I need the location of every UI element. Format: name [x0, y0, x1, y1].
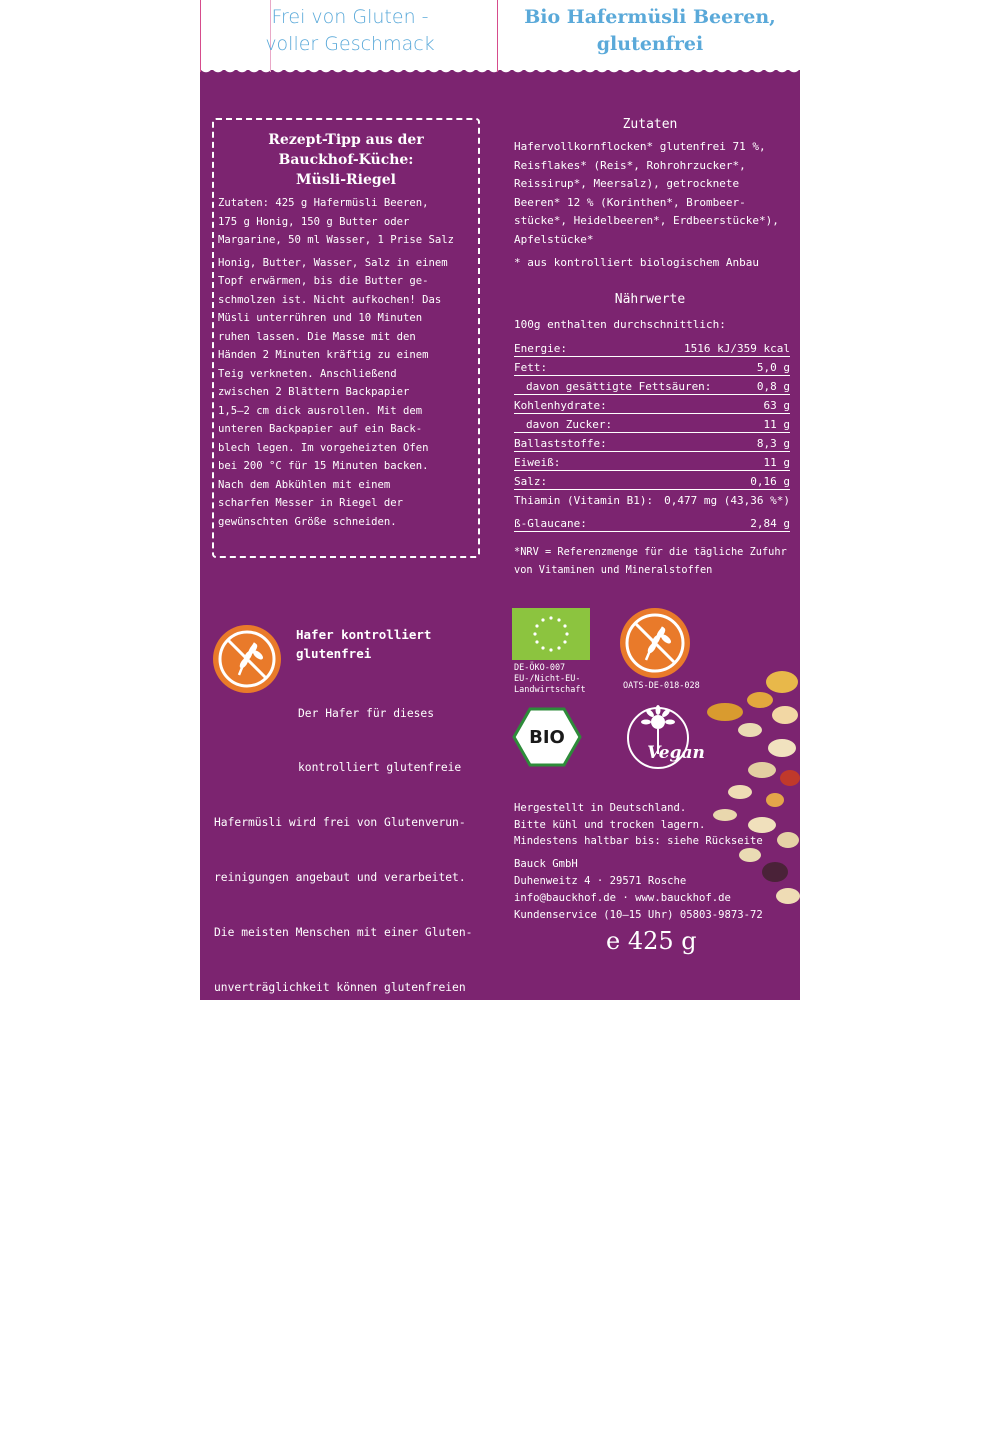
nutrition-label: Thiamin (Vitamin B1):	[514, 494, 656, 507]
hafer-line: Es wird empfohlen, glutenfreie Hafer-	[214, 1255, 466, 1269]
fold-line-left	[200, 0, 201, 72]
hafer-line: von der von Weizen, Roggen, Dinkel	[214, 1145, 446, 1159]
nutrition-value: 63 g	[761, 399, 791, 412]
hafer-text	[214, 668, 486, 1455]
nutrition-label: davon gesättigte Fettsäuren:	[526, 380, 714, 393]
nutrition-value: 11 g	[761, 418, 791, 431]
slogan	[205, 4, 495, 58]
gluten-free-licence-code: OATS-DE-018-028	[623, 681, 700, 691]
crossed-grain-icon	[620, 608, 690, 678]
nutrition-value: 8,3 g	[754, 437, 790, 450]
scalloped-edge	[200, 66, 800, 78]
hafer-line: Der Hafer für dieses	[298, 706, 435, 720]
nutrition-row	[514, 377, 790, 395]
hafer-line: kontrolliert glutenfreie	[298, 761, 462, 775]
nutrition-label: Salz:	[514, 475, 550, 488]
nutrition-value: 5,0 g	[754, 361, 790, 374]
nutrition-label: Eiweiß:	[514, 456, 563, 469]
hafer-line: Die meisten Menschen mit einer Gluten-	[214, 926, 473, 940]
nutrition-row	[514, 396, 790, 414]
fold-line-middle	[497, 0, 498, 72]
nutrition-value: 0,477 mg (43,36 %*)	[661, 494, 790, 507]
nrv-note: *NRV = Referenzmenge für die tägliche Zufuhr von Vitaminen und Mineralstoffen	[514, 546, 787, 576]
nutrition-subtitle: 100g enthalten durchschnittlich:	[514, 318, 726, 331]
nutrition-row	[514, 358, 790, 376]
recipe-title: Rezept-Tipp aus der Bauckhof-Küche: Müsli-Riegel	[268, 132, 424, 188]
slogan-line-1: Frei von Gluten -	[271, 6, 429, 28]
nutrition-value: 11 g	[761, 456, 791, 469]
recipe-ingredients: Zutaten: 425 g Hafermüsli Beeren, 175 g Honig, 150 g Butter oder Margarine, 50 ml Wasser, 1 Prise Salz	[218, 197, 454, 246]
hafer-line: produkte zunächst langsam und	[214, 1310, 412, 1324]
nutrition-value: 0,8 g	[754, 380, 790, 393]
eu-organic-leaf-logo	[512, 608, 590, 660]
nutrition-row	[514, 415, 790, 433]
hafer-line: reinigungen angebaut und verarbeitet.	[214, 871, 466, 885]
manufacturer-address: Bauck GmbH Duhenweitz 4 · 29571 Rosche info@bauckhof.de · www.bauckhof.de Kundenservice (10–15 Uhr) 05803-9873-72	[514, 858, 763, 921]
net-weight: e 425 g	[606, 927, 697, 955]
nutrition-value: 0,16 g	[747, 475, 790, 488]
nutrition-value: 2,84 g	[747, 517, 790, 530]
nutrition-label: Kohlenhydrate:	[514, 399, 610, 412]
nutrition-row	[514, 434, 790, 452]
hafer-title: Hafer kontrolliert glutenfrei	[296, 627, 432, 661]
ingredients-title: Zutaten	[622, 117, 678, 132]
nutrition-row	[514, 453, 790, 471]
hafer-line: schrittweise in einen glutenfreien	[214, 1365, 446, 1379]
hafer-line: Speiseplan zu integrieren.	[214, 1420, 391, 1434]
product-title-line-1: Bio Hafermüsli Beeren,	[524, 6, 776, 28]
nutrition-row	[514, 491, 790, 508]
organic-note: * aus kontrolliert biologischem Anbau	[514, 256, 760, 269]
ingredients-text: Hafervollkornflocken* glutenfrei 71 %, Reisflakes* (Reis*, Rohrohrzucker*, Reissirup*, Meersalz), getrocknete Beeren* 12 % (Korinthen*, Brombeer- stücke*, Heidelbeeren*, Erdbeerstücke*), Apfelstücke*	[514, 140, 779, 246]
product-title-line-2: glutenfrei	[596, 33, 704, 55]
nutrition-value: 1516 kJ/359 kcal	[681, 342, 790, 355]
nutrition-label: Ballaststoffe:	[514, 437, 610, 450]
recipe-box	[212, 118, 480, 558]
hafer-line: unverträglichkeit können glutenfreien	[214, 981, 466, 995]
recipe-instructions: Honig, Butter, Wasser, Salz in einem Topf erwärmen, bis die Butter ge- schmolzen ist. Nicht aufkochen! Das Müsli unterrühren und 10 Minuten ruhen lassen. Die Masse mit den Händen 2 Minuten kräftig zu einem Teig verkneten. Anschließend zwischen 2 Blättern Backpapier 1,5–2 cm dick ausrollen. Mit dem unteren Backpapier auf ein Back- blech legen. Im vorgeheizten Ofen bei 200 °C für 15 Minuten backen. Nach dem Abkühlen mit einem scharfen Messer in Riegel der gewünschten Größe schneiden.	[218, 256, 448, 528]
origin-storage-info: Hergestellt in Deutschland. Bitte kühl und trocken lagern. Mindestens haltbar bis: siehe Rückseite	[514, 802, 763, 847]
nutrition-row	[514, 514, 790, 532]
slogan-line-2: voller Geschmack	[265, 33, 435, 55]
nutrition-row	[514, 339, 790, 357]
hafer-line: da sich die Eiweißstruktur des Hafers	[214, 1090, 466, 1104]
hafer-line: Hafer in ihre Ernährung mit einbeziehen,	[214, 1035, 487, 1049]
hafer-line: und Gerste unterscheidet.	[214, 1200, 385, 1214]
nutrition-label: ß-Glaucane:	[514, 517, 590, 530]
nutrition-row	[514, 472, 790, 490]
bio-seal-text: BIO	[529, 727, 565, 748]
nutrition-label: Energie:	[514, 342, 570, 355]
bio-seal-icon	[512, 707, 582, 767]
nutrition-label: Fett:	[514, 361, 550, 374]
nutrition-title: Nährwerte	[614, 292, 686, 307]
vegan-text: Vegan	[647, 743, 705, 763]
product-title	[505, 4, 795, 58]
nutrition-label: davon Zucker:	[526, 418, 615, 431]
eu-organic-code: DE-ÖKO-007 EU-/Nicht-EU- Landwirtschaft	[514, 663, 586, 695]
hafer-line: Hafermüsli wird frei von Glutenverun-	[214, 816, 466, 830]
